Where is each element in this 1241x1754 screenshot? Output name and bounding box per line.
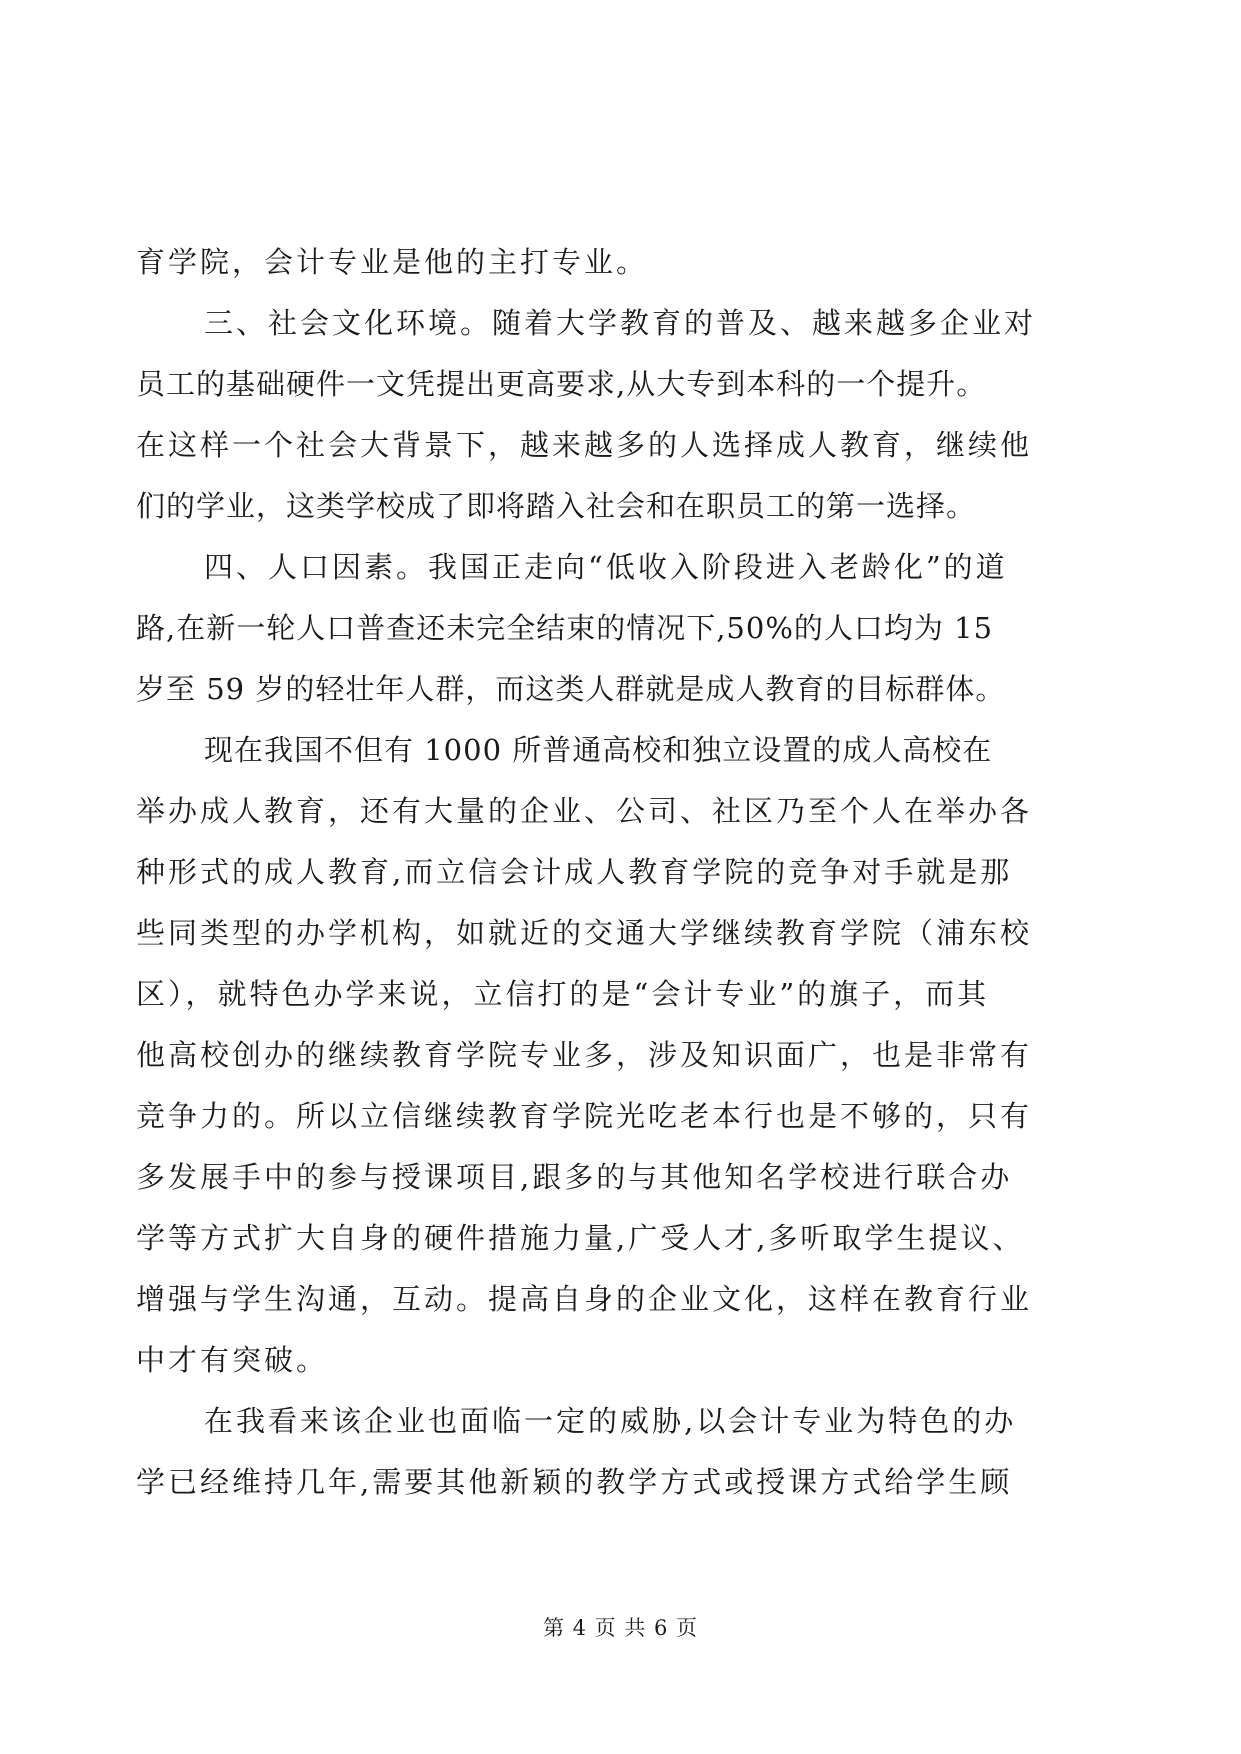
text-line: 岁至 59 岁的轻壮年人群，而这类人群就是成人教育的目标群体。 bbox=[136, 672, 1006, 706]
paragraph-start-line: 在我看来该企业也面临一定的威胁,以会计专业为特色的办 bbox=[204, 1404, 1017, 1438]
text-line: 种形式的成人教育,而立信会计成人教育学院的竞争对手就是那 bbox=[136, 855, 1013, 889]
text-line: 员工的基础硬件一文凭提出更高要求,从大专到本科的一个提升。 bbox=[136, 367, 987, 401]
text-line: 学已经维持几年,需要其他新颖的教学方式或授课方式给学生顾 bbox=[136, 1465, 1013, 1499]
paragraph-start-line: 四、人口因素。我国正走向“低收入阶段进入老龄化”的道 bbox=[204, 550, 1008, 584]
text-line: 举办成人教育，还有大量的企业、公司、社区乃至个人在举办各 bbox=[136, 794, 1033, 828]
text-line: 学等方式扩大自身的硬件措施力量,广受人才,多听取学生提议、 bbox=[136, 1221, 1025, 1255]
text-line: 竞争力的。所以立信继续教育学院光吃老本行也是不够的，只有 bbox=[136, 1099, 1033, 1133]
text-line: 些同类型的办学机构，如就近的交通大学继续教育学院（浦东校 bbox=[136, 916, 1033, 950]
page-number-footer: 第 4 页 共 6 页 bbox=[542, 1616, 699, 1640]
paragraph-start-line: 三、社会文化环境。随着大学教育的普及、越来越多企业对 bbox=[204, 306, 1037, 340]
text-line: 育学院，会计专业是他的主打专业。 bbox=[136, 245, 649, 279]
text-line: 在这样一个社会大背景下，越来越多的人选择成人教育，继续他 bbox=[136, 428, 1033, 462]
text-line: 们的学业，这类学校成了即将踏入社会和在职员工的第一选择。 bbox=[136, 489, 977, 523]
paragraph-start-line: 现在我国不但有 1000 所普通高校和独立设置的成人高校在 bbox=[204, 733, 993, 767]
text-line: 他高校创办的继续教育学院专业多，涉及知识面广，也是非常有 bbox=[136, 1038, 1033, 1072]
text-line: 中才有突破。 bbox=[136, 1343, 329, 1377]
text-line: 路,在新一轮人口普查还未完全结束的情况下,50%的人口均为 15 bbox=[136, 611, 994, 645]
body-text bbox=[136, 232, 1116, 1513]
text-line: 区），就特色办学来说，立信打的是“会计专业”的旗子，而其 bbox=[136, 977, 990, 1011]
text-line: 增强与学生沟通，互动。提高自身的企业文化，这样在教育行业 bbox=[136, 1282, 1033, 1316]
text-line: 多发展手中的参与授课项目,跟多的与其他知名学校进行联合办 bbox=[136, 1160, 1013, 1194]
